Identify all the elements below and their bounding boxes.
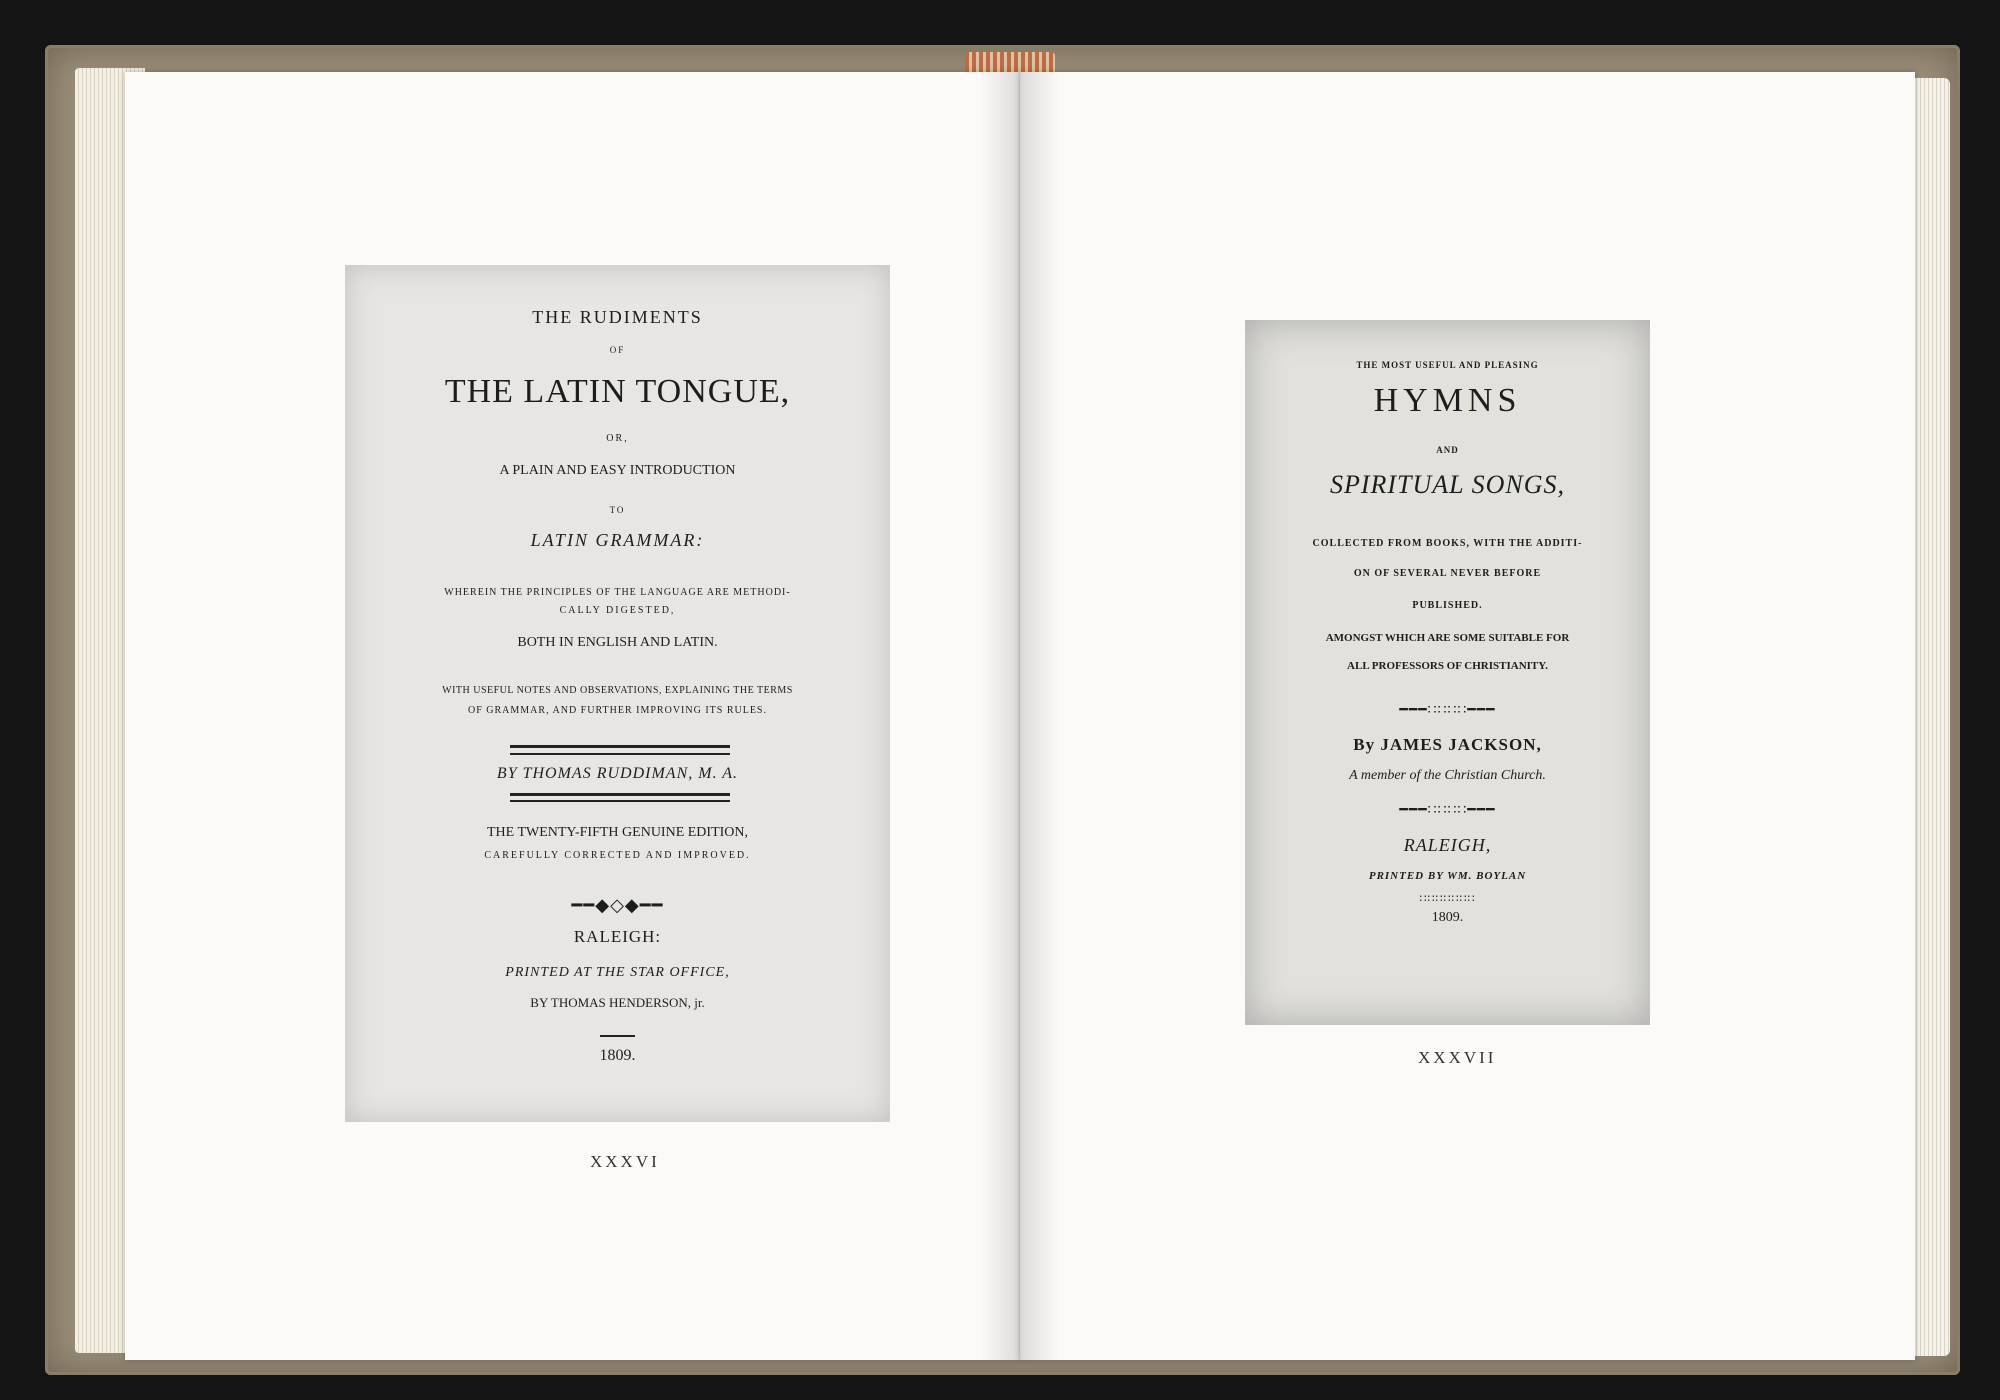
hymns-line-author: By JAMES JACKSON, xyxy=(1353,735,1542,754)
double-rule-bottom xyxy=(510,793,730,796)
title-page-plate-hymns xyxy=(1245,320,1650,1025)
folio-xxxvi: XXXVI xyxy=(590,1152,660,1171)
hymns-line-published: PUBLISHED. xyxy=(1412,600,1483,611)
title-line-to: TO xyxy=(609,505,626,515)
hymns-ornament-1: ━━━∷∷∷∷━━━ xyxy=(1399,703,1496,718)
title-page-plate-latin-tongue xyxy=(345,265,890,1122)
title-line-latin-tongue: THE LATIN TONGUE, xyxy=(444,373,791,410)
folio-xxxvii: XXXVII xyxy=(1418,1048,1497,1067)
hymns-line-collected: COLLECTED FROM BOOKS, WITH THE ADDITI- xyxy=(1312,538,1583,549)
title-line-grammar-rules: OF GRAMMAR, AND FURTHER IMPROVING ITS RULES. xyxy=(468,705,767,716)
hymns-line-most-useful: THE MOST USEFUL AND PLEASING xyxy=(1356,360,1539,370)
title-line-raleigh: RALEIGH: xyxy=(573,927,662,946)
title-line-digested: CALLY DIGESTED, xyxy=(559,605,676,616)
hymns-line-several: ON OF SEVERAL NEVER BEFORE xyxy=(1353,568,1542,579)
hymns-line-amongst: AMONGST WHICH ARE SOME SUITABLE FOR xyxy=(1325,632,1570,644)
hymns-line-raleigh: RALEIGH, xyxy=(1403,835,1492,855)
double-rule-top-2 xyxy=(510,753,730,755)
hymns-line-printed-boylan: PRINTED BY WM. BOYLAN xyxy=(1368,870,1527,882)
double-rule-top xyxy=(510,745,730,748)
hymns-line-spiritual-songs: SPIRITUAL SONGS, xyxy=(1329,470,1566,499)
title-line-latin-grammar: LATIN GRAMMAR: xyxy=(530,530,705,550)
ornament-divider: ━━◆◇◆━━ xyxy=(571,895,664,915)
title-line-rudiments: THE RUDIMENTS xyxy=(532,307,703,327)
hymns-ornament-2: ━━━∷∷∷∷━━━ xyxy=(1399,803,1496,818)
title-line-year-1809: 1809. xyxy=(599,1047,636,1064)
title-line-of: OF xyxy=(609,345,626,355)
title-line-or: OR, xyxy=(606,433,629,444)
title-line-wherein: WHEREIN THE PRINCIPLES OF THE LANGUAGE ARE METHODI- xyxy=(444,587,791,598)
hymns-line-and: AND xyxy=(1436,445,1459,455)
short-rule xyxy=(600,1035,635,1037)
hymns-ornament-3: ∷∷∷∷∷∷∷ xyxy=(1419,893,1476,905)
headband xyxy=(965,52,1055,74)
hymns-line-hymns: HYMNS xyxy=(1373,382,1522,419)
hymns-line-year-1809: 1809. xyxy=(1431,910,1464,925)
title-line-author: BY THOMAS RUDDIMAN, M. A. xyxy=(496,765,739,782)
double-rule-bottom-2 xyxy=(510,800,730,802)
title-line-useful-notes: WITH USEFUL NOTES AND OBSERVATIONS, EXPLAINING THE TERMS xyxy=(442,685,793,696)
title-line-plain-easy: A PLAIN AND EASY INTRODUCTION xyxy=(499,463,736,478)
title-line-edition: THE TWENTY-FIFTH GENUINE EDITION, xyxy=(486,825,749,840)
title-line-henderson: BY THOMAS HENDERSON, jr. xyxy=(530,995,705,1010)
title-line-printed-star: PRINTED AT THE STAR OFFICE, xyxy=(505,965,730,980)
title-line-english-latin: BOTH IN ENGLISH AND LATIN. xyxy=(517,635,718,650)
hymns-line-member: A member of the Christian Church. xyxy=(1349,768,1546,783)
title-line-corrected: CAREFULLY CORRECTED AND IMPROVED. xyxy=(484,850,751,861)
hymns-line-professors: ALL PROFESSORS OF CHRISTIANITY. xyxy=(1347,660,1548,672)
